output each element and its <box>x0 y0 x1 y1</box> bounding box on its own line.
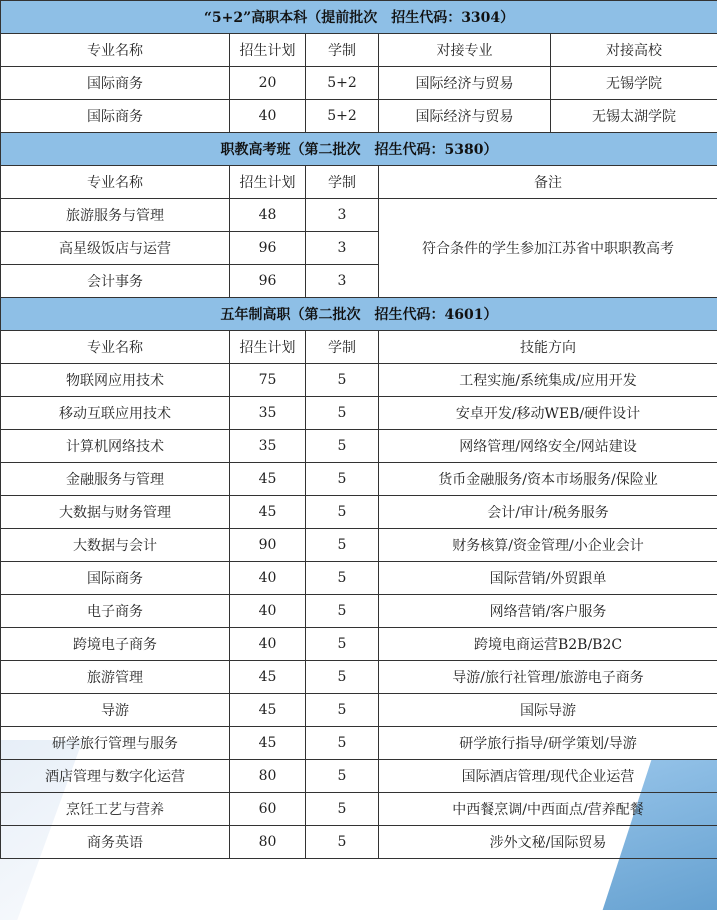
header-skill-direction: 技能方向 <box>379 331 717 364</box>
cell-skill-direction: 货币金融服务/资本市场服务/保险业 <box>379 463 717 496</box>
cell-major: 计算机网络技术 <box>1 430 230 463</box>
header-plan: 招生计划 <box>230 34 306 67</box>
header-major: 专业名称 <box>1 34 230 67</box>
cell-plan: 40 <box>230 100 306 133</box>
cell-skill-direction: 工程实施/系统集成/应用开发 <box>379 364 717 397</box>
cell-plan: 35 <box>230 397 306 430</box>
table-row <box>1 529 717 562</box>
header-remarks: 备注 <box>379 166 717 199</box>
cell-major: 商务英语 <box>1 826 230 859</box>
cell-major: 金融服务与管理 <box>1 463 230 496</box>
cell-duration: 5 <box>306 628 379 661</box>
section3-rows <box>1 364 717 859</box>
cell-plan: 20 <box>230 67 306 100</box>
section1-title: “5+2”高职本科（提前批次 招生代码：3304） <box>1 1 717 34</box>
table-row <box>1 397 717 430</box>
cell-plan: 45 <box>230 727 306 760</box>
cell-major: 大数据与会计 <box>1 529 230 562</box>
table-row <box>1 199 717 232</box>
cell-major: 电子商务 <box>1 595 230 628</box>
cell-duration: 5 <box>306 826 379 859</box>
table-row <box>1 595 717 628</box>
cell-skill-direction: 网络管理/网络安全/网站建设 <box>379 430 717 463</box>
header-duration: 学制 <box>306 166 379 199</box>
cell-linked-university: 无锡太湖学院 <box>551 100 717 133</box>
cell-major: 高星级饭店与运营 <box>1 232 230 265</box>
section1-column-headers <box>1 34 717 67</box>
cell-duration: 5 <box>306 430 379 463</box>
header-duration: 学制 <box>306 331 379 364</box>
table-row <box>1 100 717 133</box>
cell-skill-direction: 涉外文秘/国际贸易 <box>379 826 717 859</box>
cell-duration: 5 <box>306 727 379 760</box>
cell-plan: 75 <box>230 364 306 397</box>
table-row <box>1 67 717 100</box>
section-header-row <box>1 133 717 166</box>
header-linked-major: 对接专业 <box>379 34 551 67</box>
cell-major: 国际商务 <box>1 562 230 595</box>
cell-plan: 40 <box>230 595 306 628</box>
cell-major: 酒店管理与数字化运营 <box>1 760 230 793</box>
cell-major: 国际商务 <box>1 100 230 133</box>
cell-duration: 5+2 <box>306 100 379 133</box>
cell-duration: 5 <box>306 529 379 562</box>
cell-skill-direction: 会计/审计/税务服务 <box>379 496 717 529</box>
cell-skill-direction: 财务核算/资金管理/小企业会计 <box>379 529 717 562</box>
cell-major: 大数据与财务管理 <box>1 496 230 529</box>
cell-duration: 5 <box>306 595 379 628</box>
cell-duration: 5 <box>306 661 379 694</box>
cell-plan: 80 <box>230 826 306 859</box>
cell-remarks: 符合条件的学生参加江苏省中职职教高考 <box>379 199 717 298</box>
section3-column-headers <box>1 331 717 364</box>
table-row <box>1 793 717 826</box>
cell-duration: 5 <box>306 364 379 397</box>
cell-duration: 5 <box>306 562 379 595</box>
table-row <box>1 496 717 529</box>
cell-major: 会计事务 <box>1 265 230 298</box>
table-row <box>1 760 717 793</box>
cell-duration: 3 <box>306 199 379 232</box>
cell-plan: 80 <box>230 760 306 793</box>
table-row <box>1 364 717 397</box>
section2-title: 职教高考班（第二批次 招生代码：5380） <box>1 133 717 166</box>
cell-plan: 40 <box>230 628 306 661</box>
table-row <box>1 463 717 496</box>
cell-major: 旅游服务与管理 <box>1 199 230 232</box>
cell-duration: 5 <box>306 463 379 496</box>
table-row <box>1 727 717 760</box>
header-linked-university: 对接高校 <box>551 34 717 67</box>
cell-plan: 48 <box>230 199 306 232</box>
cell-major: 旅游管理 <box>1 661 230 694</box>
section-header-row <box>1 1 717 34</box>
cell-duration: 5 <box>306 694 379 727</box>
cell-linked-university: 无锡学院 <box>551 67 717 100</box>
table-row <box>1 694 717 727</box>
cell-duration: 3 <box>306 232 379 265</box>
cell-skill-direction: 导游/旅行社管理/旅游电子商务 <box>379 661 717 694</box>
table-row <box>1 562 717 595</box>
cell-major: 国际商务 <box>1 67 230 100</box>
cell-skill-direction: 国际酒店管理/现代企业运营 <box>379 760 717 793</box>
cell-plan: 96 <box>230 232 306 265</box>
cell-duration: 5+2 <box>306 67 379 100</box>
cell-plan: 35 <box>230 430 306 463</box>
cell-plan: 96 <box>230 265 306 298</box>
cell-skill-direction: 研学旅行指导/研学策划/导游 <box>379 727 717 760</box>
cell-major: 跨境电子商务 <box>1 628 230 661</box>
cell-plan: 60 <box>230 793 306 826</box>
cell-skill-direction: 国际营销/外贸跟单 <box>379 562 717 595</box>
cell-major: 导游 <box>1 694 230 727</box>
cell-major: 研学旅行管理与服务 <box>1 727 230 760</box>
section3-title: 五年制高职（第二批次 招生代码：4601） <box>1 298 717 331</box>
cell-major: 移动互联应用技术 <box>1 397 230 430</box>
table-row <box>1 628 717 661</box>
table-row <box>1 661 717 694</box>
cell-skill-direction: 安卓开发/移动WEB/硬件设计 <box>379 397 717 430</box>
cell-skill-direction: 国际导游 <box>379 694 717 727</box>
cell-duration: 5 <box>306 793 379 826</box>
cell-major: 烹饪工艺与营养 <box>1 793 230 826</box>
header-duration: 学制 <box>306 34 379 67</box>
cell-skill-direction: 中西餐烹调/中西面点/营养配餐 <box>379 793 717 826</box>
table-row <box>1 826 717 859</box>
cell-duration: 5 <box>306 760 379 793</box>
cell-linked-major: 国际经济与贸易 <box>379 67 551 100</box>
cell-plan: 45 <box>230 661 306 694</box>
cell-skill-direction: 跨境电商运营B2B/B2C <box>379 628 717 661</box>
header-major: 专业名称 <box>1 166 230 199</box>
header-major: 专业名称 <box>1 331 230 364</box>
cell-plan: 40 <box>230 562 306 595</box>
header-plan: 招生计划 <box>230 166 306 199</box>
cell-duration: 5 <box>306 496 379 529</box>
table-row <box>1 430 717 463</box>
cell-plan: 90 <box>230 529 306 562</box>
header-plan: 招生计划 <box>230 331 306 364</box>
section-header-row <box>1 298 717 331</box>
cell-plan: 45 <box>230 496 306 529</box>
cell-major: 物联网应用技术 <box>1 364 230 397</box>
cell-skill-direction: 网络营销/客户服务 <box>379 595 717 628</box>
cell-duration: 5 <box>306 397 379 430</box>
cell-duration: 3 <box>306 265 379 298</box>
cell-linked-major: 国际经济与贸易 <box>379 100 551 133</box>
section2-column-headers <box>1 166 717 199</box>
cell-plan: 45 <box>230 463 306 496</box>
cell-plan: 45 <box>230 694 306 727</box>
